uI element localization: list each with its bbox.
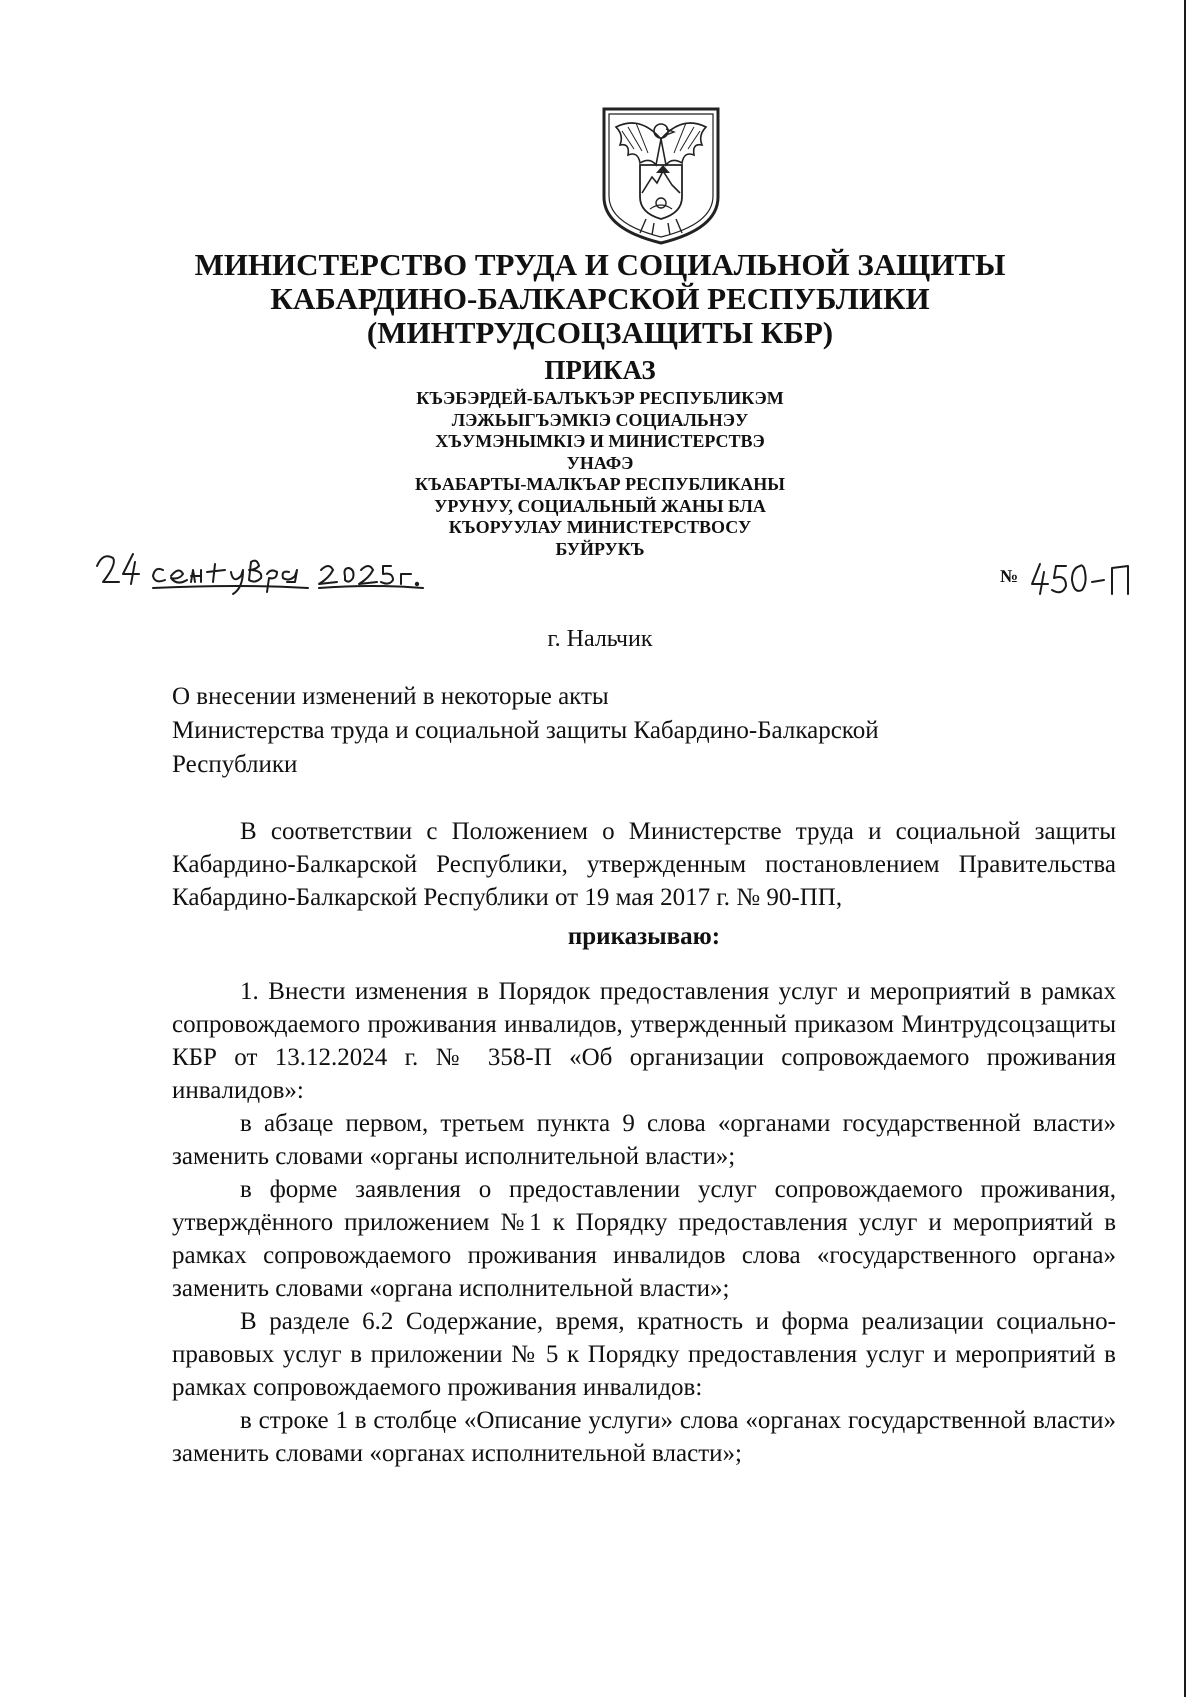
subject-line: О внесении изменений в некоторые акты (172, 683, 609, 710)
native-line: УРУНУУ, СОЦИАЛЬНЫЙ ЖАНЫ БЛА (434, 495, 766, 516)
body-paragraph: в форме заявления о предоставлении услуг сопровождаемого проживания, утверждённого приложением №1 к Порядку предоставления услуг и мероприятий в рамках сопровождаемого проживания инвалидов слова «государственного органа» заменить словами «органа исполнительной власти»; (172, 1176, 1116, 1302)
native-line: БУЙРУКЪ (555, 538, 645, 559)
decree-word: приказываю: (567, 923, 721, 950)
handwritten-date (93, 548, 438, 598)
body-paragraph: в абзаце первом, третьем пункта 9 слова «органами государственной власти» заменить словами «органы исполнительной власти»; (172, 1110, 1116, 1170)
body-paragraph: В разделе 6.2 Содержание, время, кратность и форма реализации социально-правовых услуг в приложении № 5 к Порядку предоставления услуг и мероприятий в рамках сопровождаемого проживания инвалидов: (172, 1308, 1116, 1401)
handwritten-order-number (1028, 560, 1148, 600)
order-number-label: № (1000, 566, 1019, 586)
order-body (172, 815, 1116, 1470)
ministry-line: МИНИСТЕРСТВО ТРУДА И СОЦИАЛЬНОЙ ЗАЩИТЫ (194, 247, 1006, 282)
city-label: г. Нальчик (547, 626, 653, 652)
ministry-line: КАБАРДИНО-БАЛКАРСКОЙ РЕСПУБЛИКИ (270, 281, 930, 316)
native-language-title (0, 388, 1200, 560)
native-line: КЪЭБЭРДЕЙ-БАЛЪКЪЭР РЕСПУБЛИКЭМ (416, 388, 784, 408)
native-line: ЛЭЖЬЫГЪЭМКIЭ СОЦИАЛЬНЭУ (451, 409, 749, 430)
body-paragraph: в строке 1 в столбце «Описание услуги» слова «органах государственной власти» заменить словами «органах исполнительной власти»; (172, 1407, 1116, 1467)
subject-line: Министерства труда и социальной защиты Кабардино-Балкарской (172, 717, 879, 744)
coat-of-arms-emblem (600, 105, 722, 245)
native-line: ХЪУМЭНЫМКIЭ И МИНИСТЕРСТВЭ (435, 431, 765, 451)
preamble-paragraph: В соответствии с Положением о Министерстве труда и социальной защиты Кабардино-Балкарской Республики, утвержденным постановлением Правительства Кабардино-Балкарской Республики от 19 мая 2017 г. № 90-ПП, (172, 818, 1116, 911)
native-line: УНАФЭ (566, 452, 634, 473)
document-type: ПРИКАЗ (544, 355, 656, 385)
native-line: КЪОРУУЛАУ МИНИСТЕРСТВОСУ (448, 517, 752, 537)
ministry-title (0, 248, 1200, 350)
ministry-line: (МИНТРУДСОЦЗАЩИТЫ КБР) (366, 315, 834, 350)
order-subject (172, 680, 1072, 782)
subject-line: Республики (172, 751, 298, 778)
native-line: КЪАБАРТЫ-МАЛКЪАР РЕСПУБЛИКАНЫ (415, 474, 785, 494)
body-paragraph: 1. Внести изменения в Порядок предоставления услуг и мероприятий в рамках сопровождаемого проживания инвалидов, утвержденный приказом Минтрудсоцзащиты КБР от 13.12.2024 г. № 358-П «Об организации сопровождаемого проживания инвалидов»: (172, 978, 1116, 1104)
